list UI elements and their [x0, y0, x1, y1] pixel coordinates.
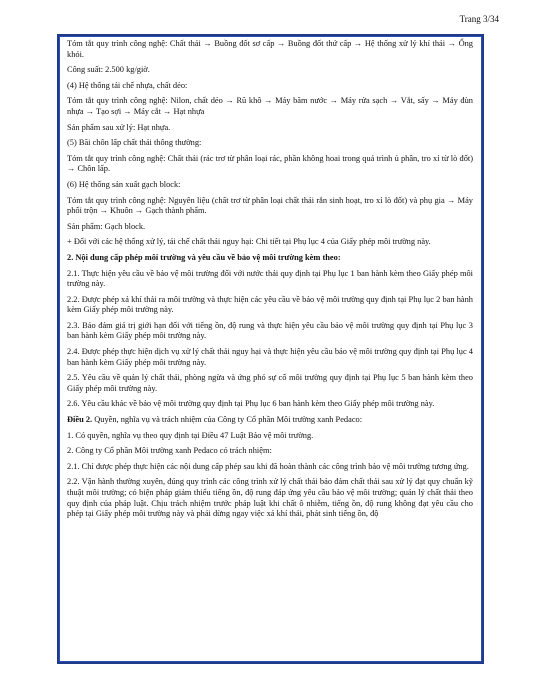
- paragraph: 2.2. Được phép xả khí thải ra môi trường và thực hiện các yêu cầu về bảo vệ môi trường quy định tại Phụ lục 2 ban hành kèm Giấy phép môi trường này.: [67, 294, 473, 315]
- paragraph: Sản phẩm: Gạch block.: [67, 221, 146, 231]
- paragraph: Tóm tắt quy trình công nghệ: Chất thải (rác trơ từ phân loại rác, phần không hoai trong quá trình ủ phân, tro xỉ từ lò đốt) → Chôn lấp.: [67, 153, 473, 174]
- article-2-text: Quyền, nghĩa vụ và trách nhiệm của Công ty Cổ phần Môi trường xanh Pedaco:: [94, 415, 363, 425]
- paragraph: 2.1. Chỉ được phép thực hiện các nội dung cấp phép sau khi đã hoàn thành các công trình bảo vệ môi trường tương ứng.: [67, 461, 469, 471]
- article-2-paragraph: [67, 415, 473, 426]
- paragraph: 2.4. Được phép thực hiện dịch vụ xử lý chất thải nguy hại và thực hiện yêu cầu bảo vệ môi trường quy định tại Phụ lục 4 ban hành kèm Giấy phép môi trường này.: [67, 347, 473, 367]
- paragraph: 2.3. Bảo đảm giá trị giới hạn đối với tiếng ồn, độ rung và thực hiện yêu cầu bảo vệ môi trường quy định tại Phụ lục 3 ban hành kèm Giấy phép môi trường này.: [67, 320, 473, 341]
- paragraph: 2.1. Thực hiện yêu cầu về bảo vệ môi trường đối với nước thải quy định tại Phụ lục 1 ban hành kèm theo Giấy phép môi trường này.: [67, 268, 473, 289]
- page-number: Trang 3/34: [459, 14, 499, 24]
- paragraph: 2.6. Yêu cầu khác về bảo vệ môi trường quy định tại Phụ lục 6 ban hành kèm theo Giấy phép môi trường này.: [67, 399, 435, 409]
- paragraph: Tóm tắt quy trình công nghệ: Chất thải → Buồng đốt sơ cấp → Buồng đốt thứ cấp → Hệ thống xử lý khí thải → Ống khói.: [67, 39, 473, 59]
- paragraph: 1. Có quyền, nghĩa vụ theo quy định tại Điều 47 Luật Bảo vệ môi trường.: [67, 430, 314, 440]
- paragraph: (5) Bãi chôn lấp chất thải thông thường:: [67, 138, 202, 148]
- paragraph: (6) Hệ thống sản xuất gạch block:: [67, 179, 181, 189]
- paragraph: Công suất: 2.500 kg/giờ.: [67, 65, 150, 75]
- document-body: [67, 39, 473, 525]
- paragraph: 2.2. Vận hành thường xuyên, đúng quy trình các công trình xử lý chất thải bảo đảm chất thải sau xử lý đạt quy chuẩn kỹ thuật môi trường; có biện pháp giảm thiểu tiếng ồn, độ rung đáp ứng yêu cầu bảo vệ môi trường; quản lý chất thải theo quy định của pháp luật. Chịu trách nhiệm trước pháp luật khi chất ô nhiễm, tiếng ồn, độ rung không đạt yêu cầu cho phép tại Giấy phép môi trường này và phải dừng ngay việc xả khí thải, phát sinh tiếng ồn, độ: [67, 477, 473, 519]
- paragraph: Tóm tắt quy trình công nghệ: Nguyên liệu (chất trơ từ phân loại chất thải rắn sinh hoạt, tro xỉ lò đốt) và phụ gia → Máy phối trộn → Khuôn → Gạch thành phẩm.: [67, 195, 473, 216]
- article-2-label: Điều 2.: [67, 415, 93, 425]
- section-heading: 2. Nội dung cấp phép môi trường và yêu cầu về bảo vệ môi trường kèm theo:: [67, 252, 341, 262]
- paragraph: + Đối với các hệ thống xử lý, tái chế chất thải nguy hại: Chi tiết tại Phụ lục 4 của Giấy phép môi trường này.: [67, 237, 431, 247]
- paragraph: Sản phẩm sau xử lý: Hạt nhựa.: [67, 122, 171, 132]
- paragraph: 2. Công ty Cổ phần Môi trường xanh Pedaco có trách nhiệm:: [67, 446, 272, 456]
- paragraph: 2.5. Yêu cầu về quản lý chất thải, phòng ngừa và ứng phó sự cố môi trường quy định tại Phụ lục 5 ban hành kèm theo Giấy phép môi trường này.: [67, 373, 473, 393]
- paragraph: (4) Hệ thống tái chế nhựa, chất dẻo:: [67, 80, 188, 90]
- paragraph: Tóm tắt quy trình công nghệ: Nilon, chất dẻo → Rũ khô → Máy băm nước → Máy rửa sạch → Vắt, sấy → Máy đùn nhựa → Tạo sợi → Máy cắt → Hạt nhựa: [67, 96, 473, 116]
